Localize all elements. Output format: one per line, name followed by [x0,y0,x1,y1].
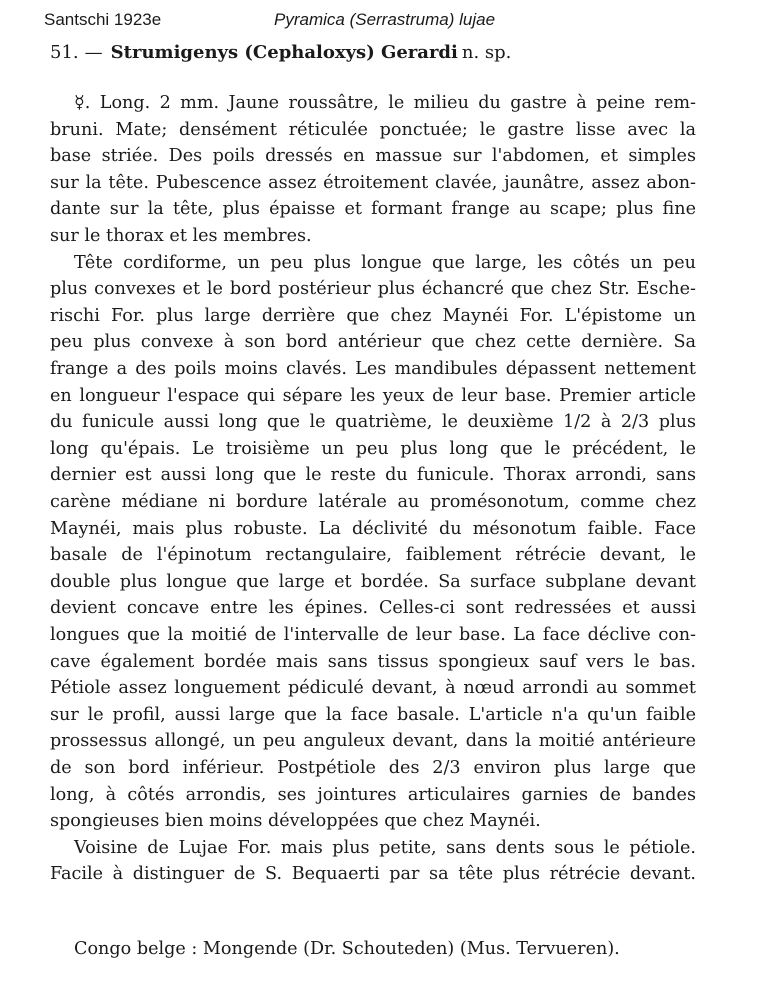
text-line: ☿. Long. 2 mm. Jaune roussâtre, le milieu du gastre à peine rem- [74,93,696,113]
heading-dash: — [84,42,103,63]
text-line: dernier est aussi long que le reste du funicule. Thorax arrondi, sans [50,465,696,486]
text-line: en longueur l'espace qui sépare les yeux de leur base. Premier article [50,385,696,406]
text-line: sur le profil, aussi large que la face basale. L'article n'a qu'un faible [50,704,696,725]
text-line: frange a des poils moins clavés. Les mandibules dépassent nettement [50,359,696,379]
locality-line: Congo belge : Mongende (Dr. Schouteden) (Mus. Tervueren). [74,939,620,959]
text-line: long qu'épais. Le troisième un peu plus long que le précédent, le [50,438,696,459]
text-line: base striée. Des poils dressés en massue sur l'abdomen, et simples [50,146,696,167]
text-line: Maynéi, mais plus robuste. La déclivité du mésonotum faible. Face [50,518,696,539]
header-author-citation: Santschi 1923e [44,10,162,29]
header-taxon-name: Pyramica (Serrastruma) lujae [274,10,496,29]
species-heading [50,42,730,63]
text-line: sur le thorax et les membres. [50,226,312,246]
text-line: dante sur la tête, plus épaisse et formant frange au scape; plus fine [50,199,696,220]
text-line: spongieuses bien moins développées que chez Maynéi. [50,811,541,832]
species-number: 51. [50,42,79,63]
text-line: sur la tête. Pubescence assez étroitement clavée, jaunâtre, assez abon- [50,172,696,193]
text-line: rischi For. plus large derrière que chez Maynéi For. L'épistome un [50,305,696,326]
species-name: Strumigenys (Cephaloxys) Gerardi [110,42,458,63]
text-line: double plus longue que large et bordée. Sa surface subplane devant [50,571,696,592]
running-header [44,10,724,36]
text-line: basale de l'épinotum rectangulaire, faiblement rétrécie devant, le [50,545,696,566]
text-line: du funicule aussi long que le quatrième, le deuxième 1/2 à 2/3 plus [50,412,696,433]
text-line: longues que la moitié de l'intervalle de leur base. La face déclive con- [50,625,696,645]
text-line: bruni. Mate; densément réticulée ponctuée; le gastre lisse avec la [50,119,696,140]
species-status: n. sp. [461,42,512,63]
text-line: devient concave entre les épines. Celles-ci sont redressées et aussi [50,598,696,619]
text-line: carène médiane ni bordure latérale au promésonotum, comme chez [50,492,696,512]
text-line: plus convexes et le bord postérieur plus échancré que chez Str. Esche- [50,279,696,300]
text-line: Voisine de Lujae For. mais plus petite, sans dents sous le pétiole. [74,837,696,858]
text-line: Pétiole assez longuement pédiculé devant, à nœud arrondi au sommet [50,678,696,699]
text-line: Tête cordiforme, un peu plus longue que large, les côtés un peu [74,252,696,273]
text-line: prossessus allongé, un peu anguleux devant, dans la moitié antérieure [50,731,696,752]
text-line: long, à côtés arrondis, ses jointures articulaires garnies de bandes [50,784,696,805]
text-line: Facile à distinguer de S. Bequaerti par sa tête plus rétrécie devant. [50,864,696,885]
text-line: de son bord inférieur. Postpétiole des 2/3 environ plus large que [50,758,696,778]
text-line: peu plus convexe à son bord antérieur que chez cette dernière. Sa [50,332,696,353]
text-line: cave également bordée mais sans tissus spongieux sauf vers le bas. [50,651,696,672]
